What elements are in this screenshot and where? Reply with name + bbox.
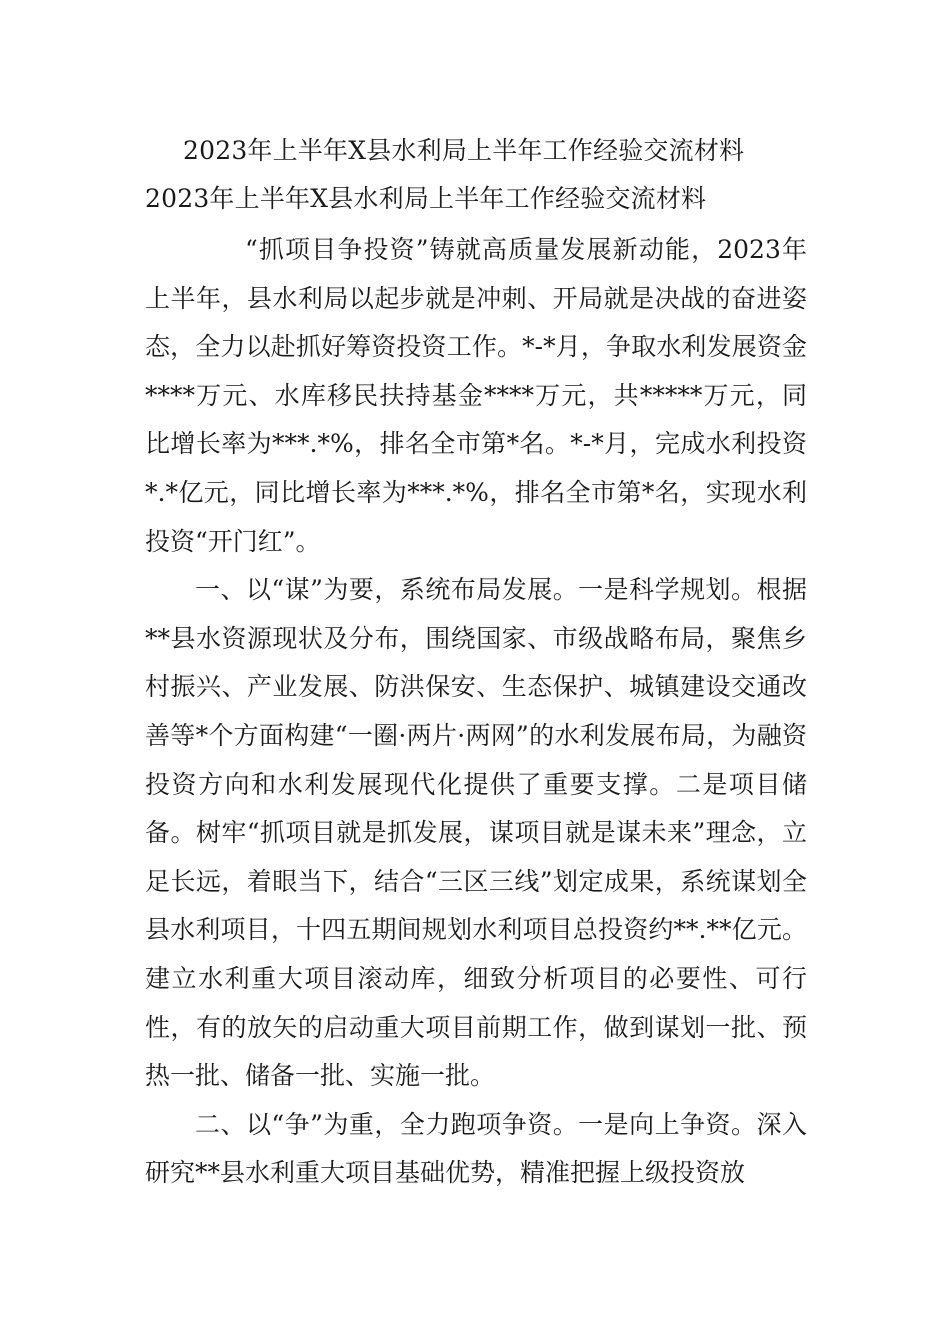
document-title: 2023年上半年X县水利局上半年工作经验交流材料: [183, 136, 745, 165]
document-body: [145, 226, 807, 1198]
paragraph-section-1: 一、以“谋”为要，系统布局发展。一是科学规划。根据**县水资源现状及分布，围绕国家、市级战略布局，聚焦乡村振兴、产业发展、防洪保安、生态保护、城镇建设交通改善等*个方面构建“一圈·两片·两网”的水利发展布局，为融资投资方向和水利发展现代化提供了重要支撑。二是项目储备。树牢“抓项目就是抓发展，谋项目就是谋未来”理念，立足长远，着眼当下，结合“三区三线”划定成果，系统谋划全县水利项目，十四五期间规划水利项目总投资约**.**亿元。建立水利重大项目滚动库，细致分析项目的必要性、可行性，有的放矢的启动重大项目前期工作，做到谋划一批、预热一批、储备一批、实施一批。: [145, 575, 807, 1091]
paragraph-section-2: 二、以“争”为重，全力跑项争资。一是向上争资。深入研究**县水利重大项目基础优势，精准把握上级投资放: [145, 1109, 807, 1188]
paragraph-intro: “抓项目争投资”铸就高质量发展新动能，2023年上半年，县水利局以起步就是冲刺、开局就是决战的奋进姿态，全力以赴抓好筹资投资工作。*-*月，争取水利发展资金****万元、水库移民扶持基金****万元，共*****万元，同比增长率为***.*%，排名全市第*名。*-*月，完成水利投资*.*亿元，同比增长率为***.*%，排名全市第*名，实现水利投资“开门红”。: [145, 235, 807, 556]
document-subtitle: 2023年上半年X县水利局上半年工作经验交流材料: [145, 184, 707, 213]
